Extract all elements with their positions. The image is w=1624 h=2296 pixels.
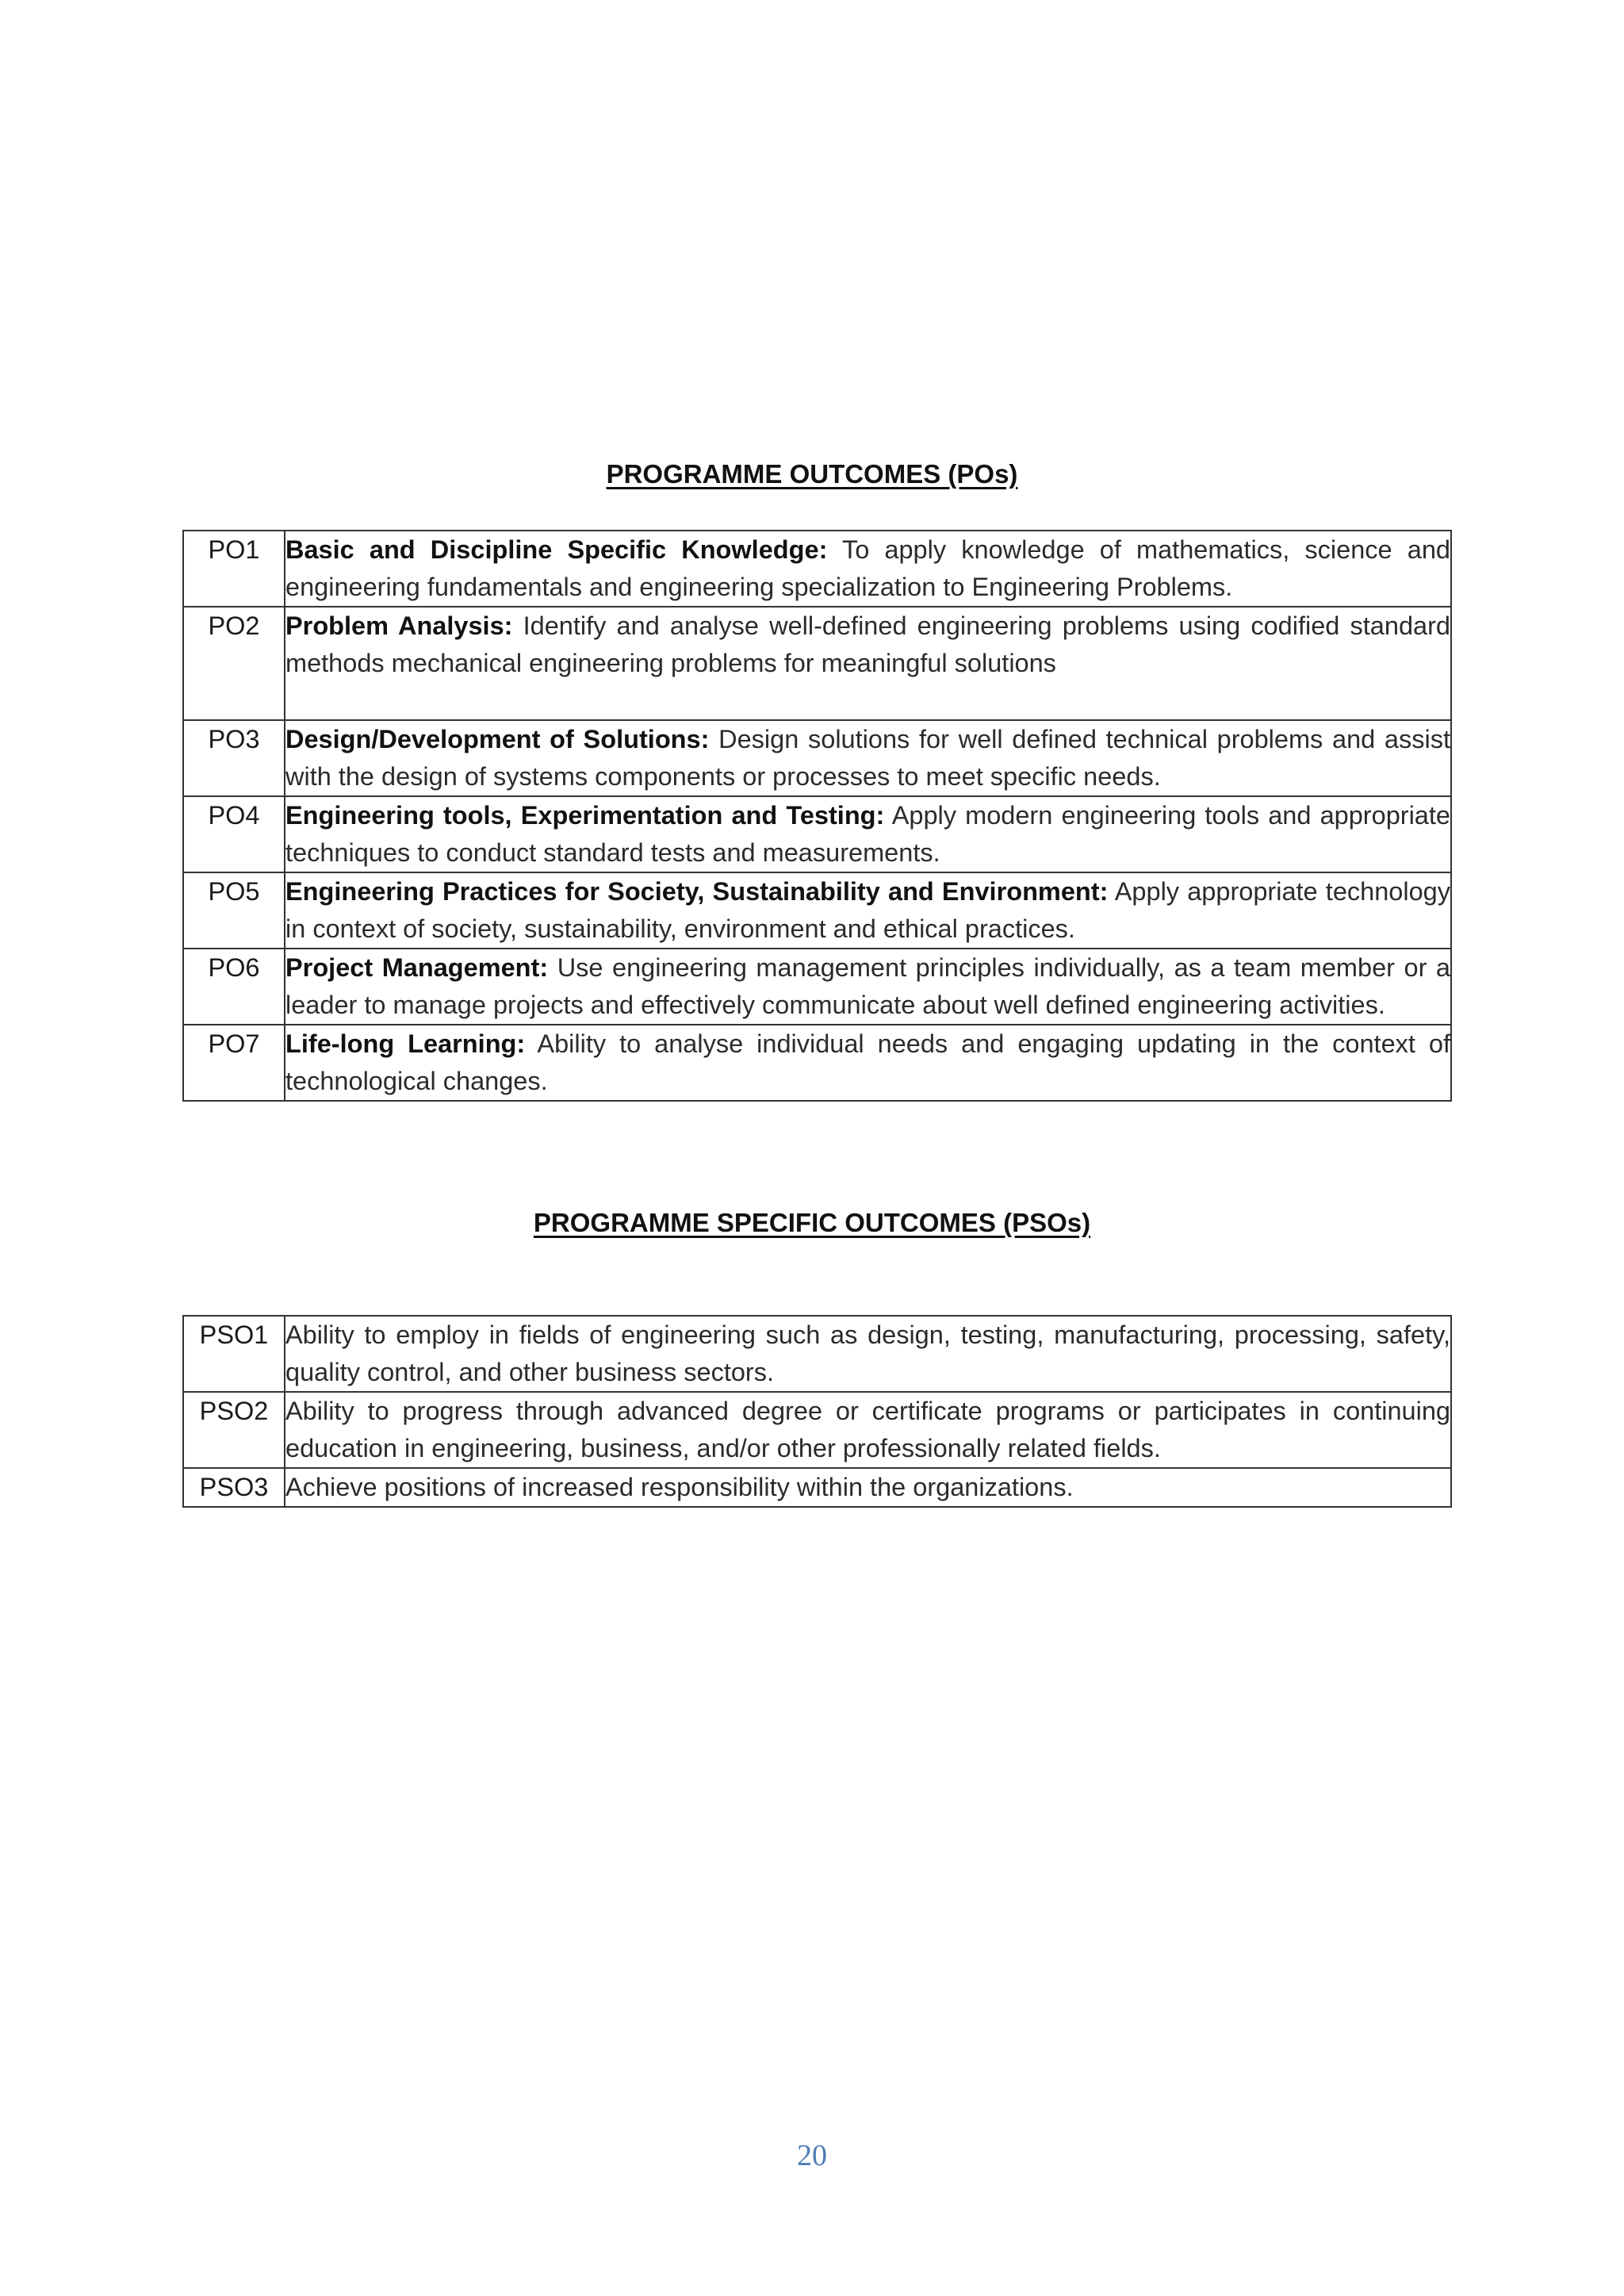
table-row [183,796,1451,872]
pso-code: PSO3 [183,1468,285,1507]
po-description [285,872,1451,949]
po-code: PO4 [183,796,285,872]
table-row [183,720,1451,796]
po-code: PO7 [183,1025,285,1101]
po-text: To apply knowledge of mathematics, science and engineering fundamentals and engineering specialization to Engineering Problems. [285,535,1450,601]
po-description [285,796,1451,872]
table-row [183,1316,1451,1392]
po-text: Identify and analyse well-defined engineering problems using codified standard methods mechanical engineering problems for meaningful solutions [285,611,1450,677]
po-description [285,531,1451,607]
po-code: PO6 [183,949,285,1025]
po-description [285,949,1451,1025]
po-description [285,607,1451,720]
po-code: PO3 [183,720,285,796]
table-row [183,949,1451,1025]
table-row [183,1025,1451,1101]
po-description [285,1025,1451,1101]
po-code: PO5 [183,872,285,949]
po-text: Ability to analyse individual needs and engaging updating in the context of technological changes. [285,1029,1451,1095]
table-row [183,607,1451,720]
po-term: Problem Analysis: [285,611,513,640]
pso-code: PSO2 [183,1392,285,1468]
po-term: Engineering Practices for Society, Sustainability and Environment: [285,877,1109,906]
pso-description: Ability to progress through advanced degree or certificate programs or participates in continuing education in engineering, business, and/or other professionally related fields. [285,1392,1451,1468]
table-row [183,531,1451,607]
po-code: PO2 [183,607,285,720]
po-section-title: PROGRAMME OUTCOMES (POs) [606,459,1018,489]
po-text: Design solutions for well defined technical problems and assist with the design of systems components or processes to meet specific needs. [285,725,1450,791]
po-description [285,720,1451,796]
pso-section-title: PROGRAMME SPECIFIC OUTCOMES (PSOs) [533,1208,1091,1237]
pso-description: Ability to employ in fields of engineering such as design, testing, manufacturing, processing, safety, quality control, and other business sectors. [285,1316,1451,1392]
table-row [183,1392,1451,1468]
table-row [183,872,1451,949]
po-text: Apply modern engineering tools and appropriate techniques to conduct standard tests and measurements. [285,801,1450,867]
po-term: Project Management: [285,953,549,982]
pso-description: Achieve positions of increased responsibility within the organizations. [285,1468,1451,1507]
po-term: Life-long Learning: [285,1029,526,1058]
po-term: Basic and Discipline Specific Knowledge: [285,535,828,564]
pso-code: PSO1 [183,1316,285,1392]
page-number: 20 [797,2139,827,2172]
po-code: PO1 [183,531,285,607]
po-term: Engineering tools, Experimentation and Testing: [285,801,885,830]
pso-table [182,1315,1452,1508]
po-table [182,530,1452,1102]
po-text: Use engineering management principles individually, as a team member or a leader to manage projects and effectively communicate about well defined engineering activities. [285,953,1450,1019]
blank-line [285,682,1450,719]
po-text: Apply appropriate technology in context of society, sustainability, environment and ethical practices. [285,877,1450,943]
po-term: Design/Development of Solutions: [285,725,710,753]
table-row [183,1468,1451,1507]
